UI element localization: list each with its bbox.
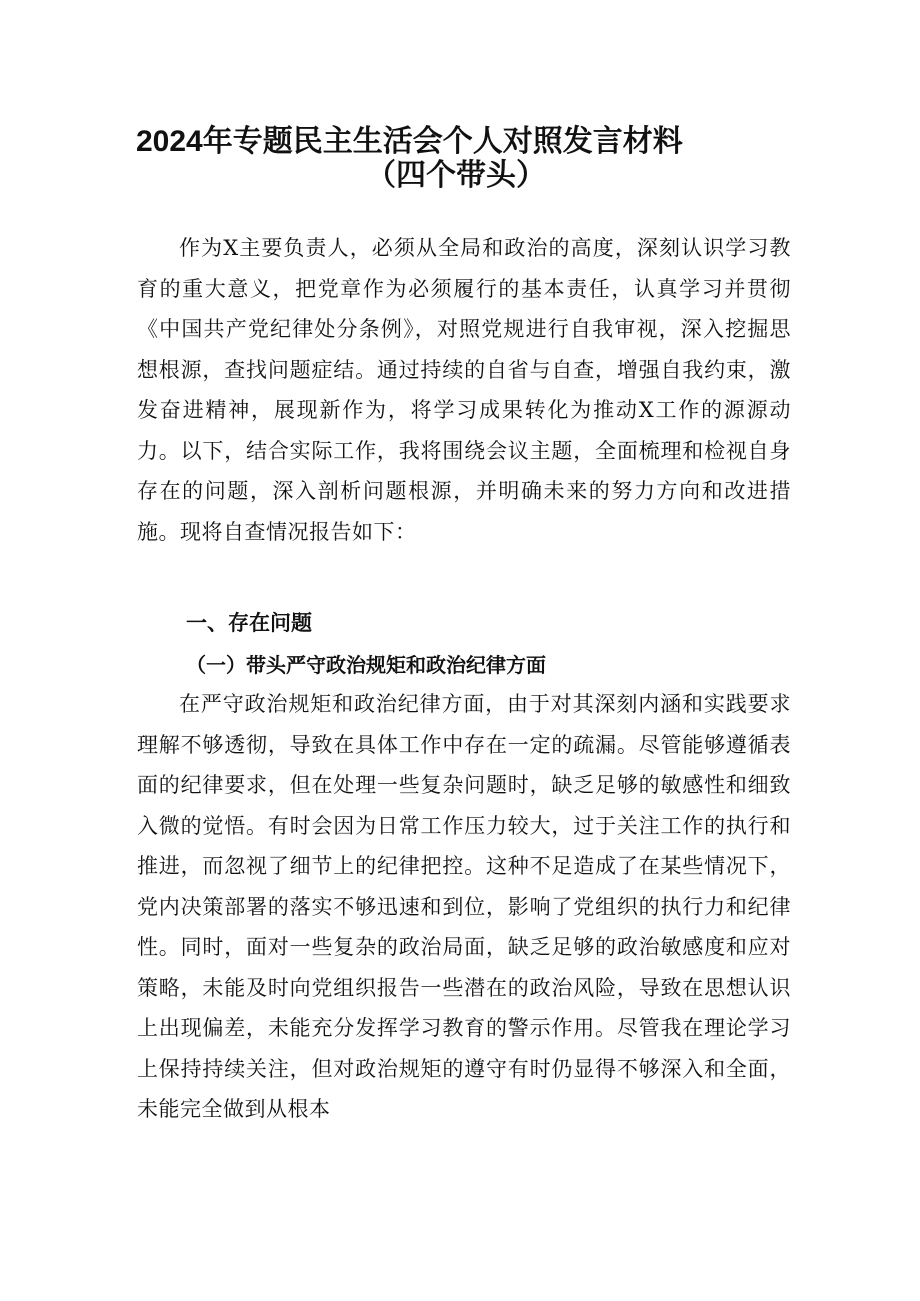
subsection-heading: （一）带头严守政治规矩和政治纪律方面: [186, 653, 546, 677]
intro-paragraph: 作为X主要负责人，必须从全局和政治的高度，深刻认识学习教育的重大意义，把党章作为必须履行的基本责任，认真学习并贯彻《中国共产党纪律处分条例》，对照党规进行自我审视，深入挖掘思想根源，查找问题症结。通过持续的自省与自查，增强自我约束，激发奋进精神，展现新作为，将学习成果转化为推动X工作的源源动力。以下，结合实际工作，我将围绕会议主题，全面梳理和检视自身存在的问题，深入剖析问题根源，并明确未来的努力方向和改进措施。现将自查情况报告如下：: [137, 236, 791, 544]
document-subtitle: （四个带头）: [366, 159, 546, 192]
section-heading: 一、存在问题: [186, 611, 312, 635]
document-title: 2024年专题民主生活会个人对照发言材料: [136, 125, 683, 158]
body-paragraph: 在严守政治规矩和政治纪律方面，由于对其深刻内涵和实践要求理解不够透彻，导致在具体工作中存在一定的疏漏。尽管能够遵循表面的纪律要求，但在处理一些复杂问题时，缺乏足够的敏感性和细致入微的觉悟。有时会因为日常工作压力较大，过于关注工作的执行和推进，而忽视了细节上的纪律把控。这种不足造成了在某些情况下，党内决策部署的落实不够迅速和到位，影响了党组织的执行力和纪律性。同时，面对一些复杂的政治局面，缺乏足够的政治敏感度和应对策略，未能及时向党组织报告一些潜在的政治风险，导致在思想认识上出现偏差，未能充分发挥学习教育的警示作用。尽管我在理论学习上保持持续关注，但对政治规矩的遵守有时仍显得不够深入和全面，未能完全做到从根本: [137, 692, 791, 1121]
